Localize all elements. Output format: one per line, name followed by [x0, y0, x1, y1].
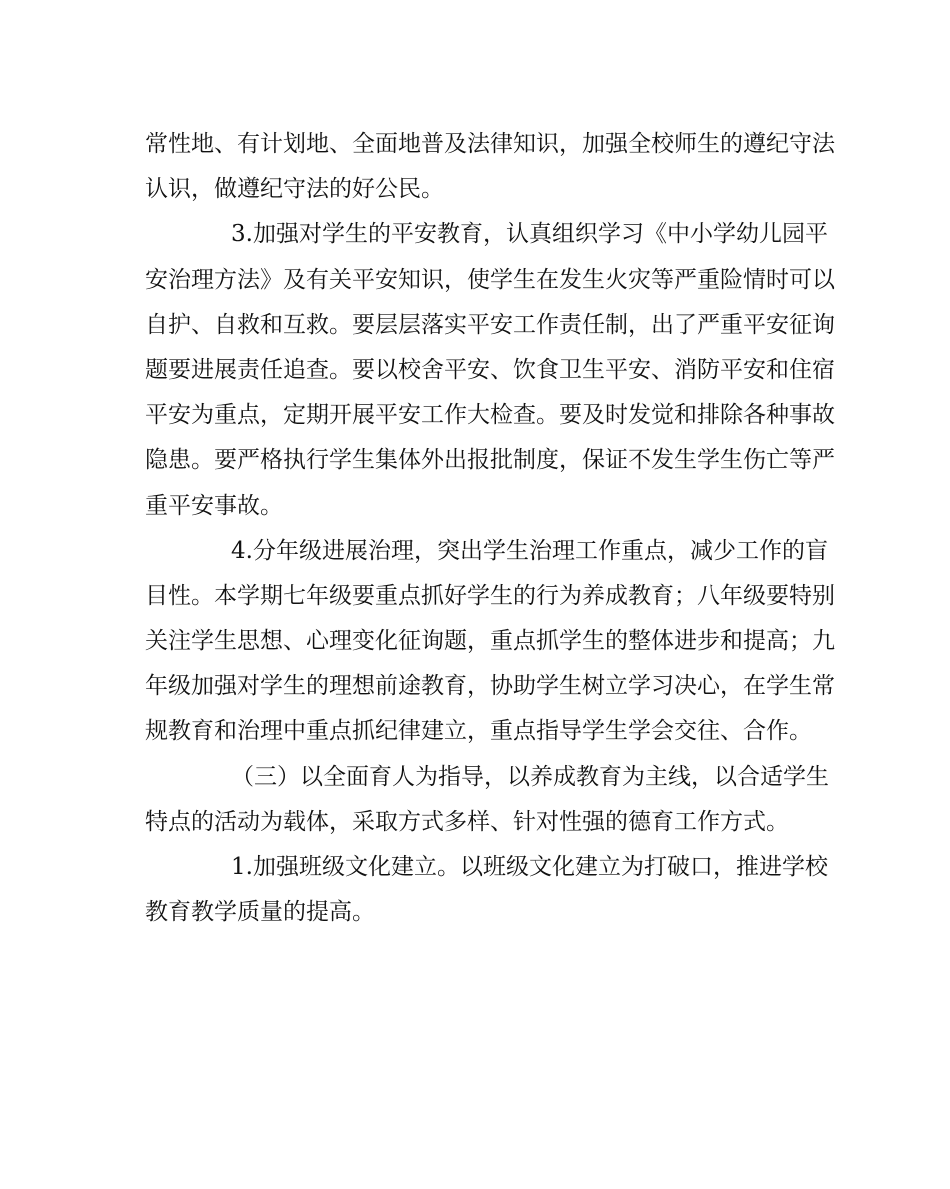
text-line: 规教育和治理中重点抓纪律建立，重点指导学生学会交往、合作。	[145, 718, 812, 745]
text-line: 常性地、有计划地、全面地普及法律知识，加强全校师生的遵纪守法	[145, 131, 835, 157]
text-line: 自护、自救和互救。要层层落实平安工作责任制，出了严重平安征询	[145, 311, 835, 338]
paragraph-first-line: 3.加强对学生的平安教育，认真组织学习《中小学幼儿园平	[231, 221, 828, 248]
text-line: 特点的活动为载体，采取方式多样、针对性强的德育工作方式。	[145, 808, 789, 835]
text-line: 年级加强对学生的理想前途教育，协助学生树立学习决心，在学生常	[145, 673, 835, 700]
section-heading-line: （三）以全面育人为指导，以养成教育为主线，以合适学生	[231, 763, 829, 790]
document-body	[145, 127, 835, 940]
text-line: 认识，做遵纪守法的好公民。	[145, 176, 444, 203]
paragraph-first-line: 4.分年级进展治理，突出学生治理工作重点，减少工作的盲	[231, 537, 828, 564]
text-line: 平安为重点，定期开展平安工作大检查。要及时发觉和排除各种事故	[145, 402, 835, 429]
text-line: 题要进展责任追查。要以校舍平安、饮食卫生平安、消防平安和住宿	[145, 356, 835, 383]
text-line: 安治理方法》及有关平安知识，使学生在发生火灾等严重险情时可以	[145, 266, 835, 293]
text-line: 关注学生思想、心理变化征询题，重点抓学生的整体进步和提高；九	[145, 628, 835, 655]
paragraph-first-line: 1.加强班级文化建立。以班级文化建立为打破口，推进学校	[231, 854, 828, 880]
text-line: 教育教学质量的提高。	[145, 899, 375, 926]
text-line: 隐患。要严格执行学生集体外出报批制度，保证不发生学生伤亡等严	[145, 447, 835, 474]
text-line: 目性。本学期七年级要重点抓好学生的行为养成教育；八年级要特别	[145, 582, 835, 609]
text-line: 重平安事故。	[145, 492, 283, 519]
